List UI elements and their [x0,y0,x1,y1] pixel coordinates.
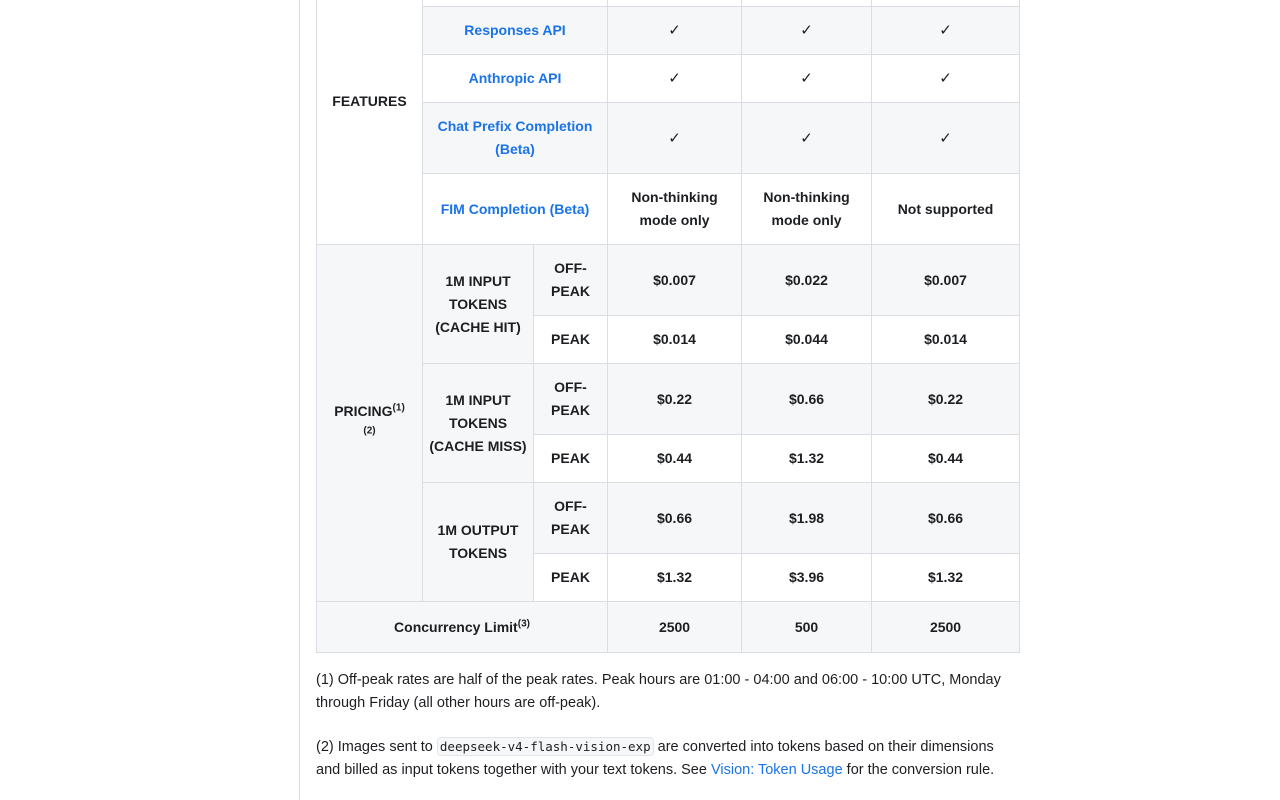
period-label: PEAK [534,554,608,602]
check-icon: ✓ [872,103,1020,174]
feature-name [423,103,608,174]
price-cell: $0.44 [608,435,742,483]
footnote-2-suffix: for the conversion rule. [842,762,995,778]
feature-link[interactable]: Responses API [464,22,566,38]
features-group-header: FEATURES [317,0,423,245]
table-row [317,7,1020,55]
price-cell: $1.32 [872,554,1020,602]
period-label: OFF-PEAK [534,245,608,316]
footnote-ref: (1) [392,402,405,414]
table-row [317,174,1020,245]
footnote-ref: (3) [517,617,530,629]
table-row [317,602,1020,653]
period-label: PEAK [534,316,608,364]
price-cell: $0.014 [872,316,1020,364]
model-name-code: deepseek-v4-flash-vision-exp [437,737,654,756]
check-icon: ✓ [742,103,872,174]
price-cell: $0.22 [872,364,1020,435]
table-row [317,364,1020,435]
vision-token-usage-link[interactable]: Vision: Token Usage [710,762,843,778]
footnote-1: (1) Off-peak rates are half of the peak rates. Peak hours are 01:00 - 04:00 and 06:00 - 10:00 UTC, Monday through Friday (all other hours are off-peak). [316,672,1001,711]
period-label: PEAK [534,435,608,483]
period-label: OFF-PEAK [534,364,608,435]
footnote-2 [316,735,1019,782]
price-cell: $0.022 [742,245,872,316]
check-icon: ✓ [872,55,1020,103]
pricing-table [316,0,1020,653]
table-row [317,55,1020,103]
main-content [316,0,1019,782]
pricing-group-header [317,245,423,602]
price-cell: $1.32 [742,435,872,483]
footnote-2-prefix: (2) Images sent to [316,739,437,755]
feature-value: Non-thinking mode only [742,174,872,245]
concurrency-limit-header [317,602,608,653]
check-icon: ✓ [608,55,742,103]
price-cell: $0.66 [872,483,1020,554]
table-row [317,103,1020,174]
price-cell: $0.66 [742,364,872,435]
concurrency-cell: 500 [742,602,872,653]
table-row [317,245,1020,316]
price-cell: $0.22 [608,364,742,435]
concurrency-cell: 2500 [608,602,742,653]
price-cell: $0.44 [872,435,1020,483]
token-type-header: 1M OUTPUT TOKENS [423,483,534,602]
price-cell: $0.007 [872,245,1020,316]
check-icon: ✓ [742,7,872,55]
token-type-header: 1M INPUT TOKENS (CACHE HIT) [423,245,534,364]
sidebar-divider [299,0,300,800]
price-cell: $0.007 [608,245,742,316]
feature-link[interactable]: Chat Prefix Completion (Beta) [437,118,593,157]
concurrency-label: Concurrency Limit [394,618,518,635]
check-icon: ✓ [742,55,872,103]
price-cell: $3.96 [742,554,872,602]
price-cell: $0.66 [608,483,742,554]
pricing-label: PRICING [334,403,393,419]
feature-value: Non-thinking mode only [608,174,742,245]
footnote-ref: (2) [363,425,376,437]
price-cell: $1.32 [608,554,742,602]
concurrency-cell: 2500 [872,602,1020,653]
feature-link[interactable]: Anthropic API [468,70,562,86]
token-type-header: 1M INPUT TOKENS (CACHE MISS) [423,364,534,483]
table-row [317,483,1020,554]
price-cell: $0.014 [608,316,742,364]
period-label: OFF-PEAK [534,483,608,554]
feature-link[interactable]: FIM Completion (Beta) [440,200,590,217]
check-icon: ✓ [608,103,742,174]
feature-name [423,55,608,103]
price-cell: $1.98 [742,483,872,554]
feature-name [423,174,608,245]
footnote-2-middle: are converted into tokens based on their dimensions and billed as input tokens together with your text tokens. See [316,739,994,778]
feature-value: Not supported [872,174,1020,245]
price-cell: $0.044 [742,316,872,364]
check-icon: ✓ [608,7,742,55]
feature-name [423,7,608,55]
check-icon: ✓ [872,7,1020,55]
